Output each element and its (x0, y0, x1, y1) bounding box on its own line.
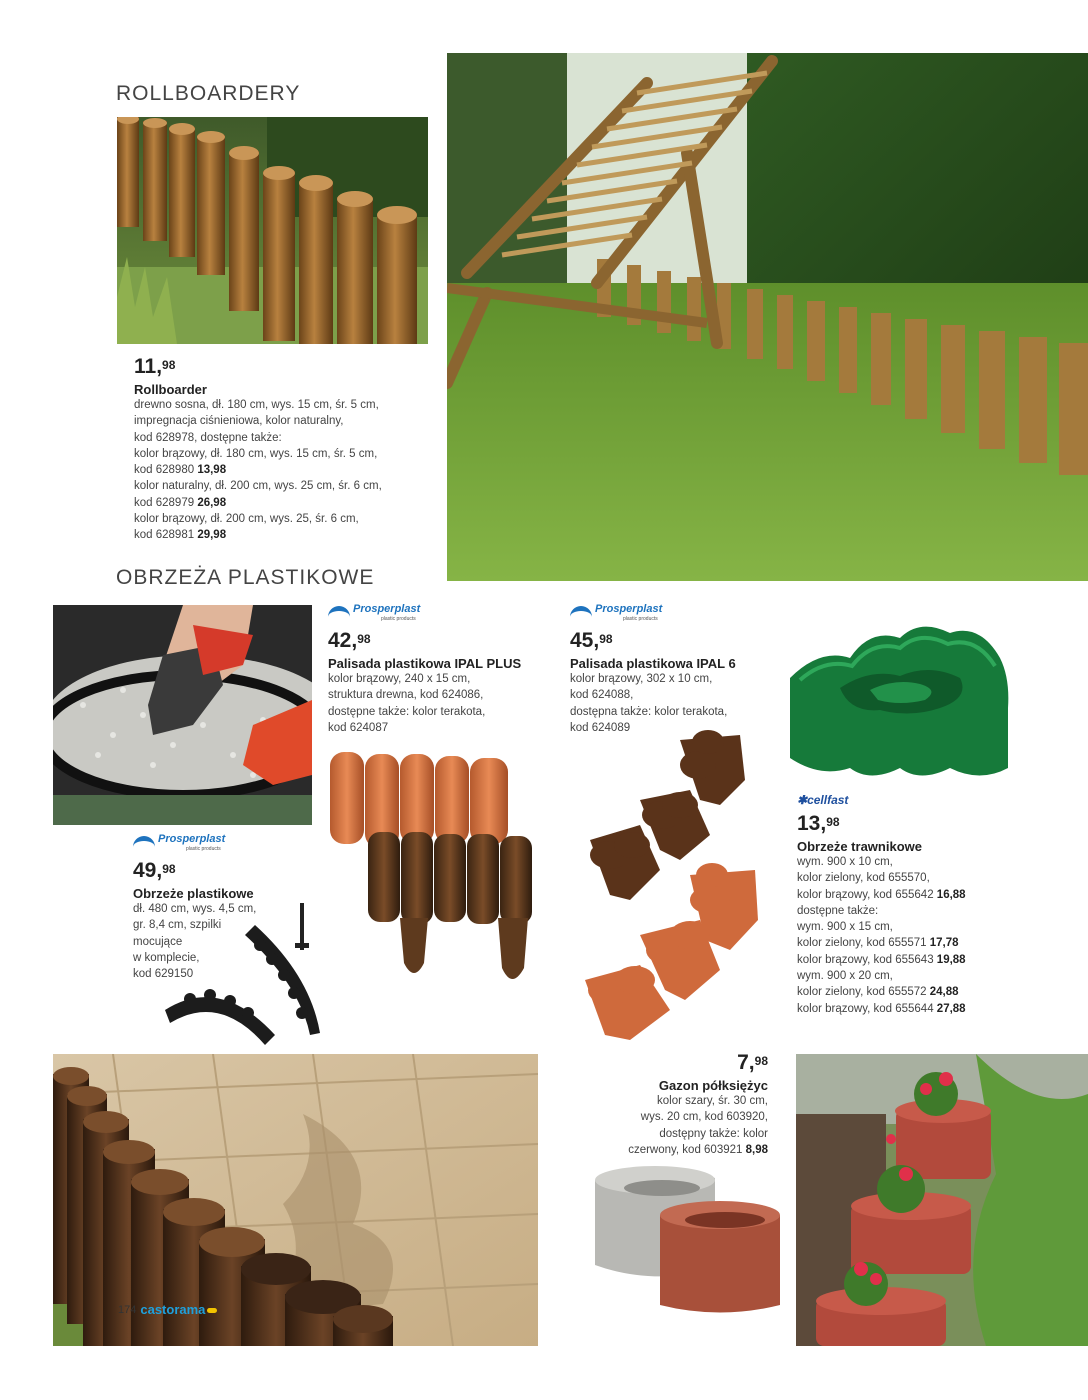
description-line (328, 720, 558, 736)
description-text: struktura drewna, kod 624086, (328, 689, 484, 702)
description-text: kod 624088, (570, 689, 634, 702)
brand-text: castorama (140, 1302, 206, 1317)
variant-price: 16,88 (936, 888, 966, 901)
description-text: kolor zielony, kod 655570, (797, 872, 930, 885)
description-text: dł. 480 cm, wys. 4,5 cm, (133, 903, 257, 915)
product-description (134, 397, 434, 544)
logo-subtext: plastic products (623, 616, 658, 622)
description-line (328, 704, 558, 720)
description-text: kolor brązowy, dł. 180 cm, wys. 15 cm, śr. 5 cm, (134, 447, 378, 460)
ipal-6-offer (570, 604, 780, 736)
product-name: Obrzeże plastikowe (133, 886, 254, 901)
price-decimal: 98 (357, 632, 371, 646)
description-text: kod 624089 (570, 721, 631, 734)
description-line (328, 671, 558, 687)
prosperplast-swoosh-icon (133, 836, 155, 847)
cellfast-logo (797, 793, 1037, 807)
description-text: kod 628980 (134, 464, 198, 477)
description-text: gr. 8,4 cm, szpilki (133, 919, 222, 932)
description-line (328, 687, 558, 703)
price (797, 813, 1037, 837)
description-text: kolor naturalny, dł. 200 cm, wys. 25 cm, śr. 6 cm, (134, 480, 382, 493)
ipal-plus-image (328, 748, 540, 988)
description-text: czerwony, kod 603921 (628, 1143, 746, 1156)
description-line (570, 671, 780, 687)
page-number: 174 (118, 1303, 137, 1316)
description-line (578, 1142, 768, 1158)
price-integer: 45, (570, 629, 600, 652)
variant-price: 19,88 (936, 953, 966, 966)
rollboarder-photo (117, 117, 428, 344)
cellfast-flower-icon: ✱ (797, 793, 808, 807)
description-line (797, 1001, 1037, 1017)
description-text: impregnacja ciśnieniowa, kolor naturalny, (134, 415, 344, 428)
castorama-logo (140, 1302, 217, 1317)
section-title-obrzeza: OBRZEŻA PLASTIKOWE (116, 566, 375, 589)
variant-price: 26,98 (197, 496, 227, 509)
description-line (570, 687, 780, 703)
price-decimal: 98 (162, 862, 176, 876)
product-description (797, 854, 1037, 1017)
description-line (797, 887, 1037, 903)
description-text: kod 629150 (133, 968, 194, 981)
section-title-rollboardery: ROLLBOARDERY (116, 82, 301, 105)
price-decimal: 98 (754, 1054, 768, 1068)
description-line (797, 919, 1037, 935)
description-line (134, 495, 434, 511)
description-text: dostępny także: kolor (659, 1127, 768, 1140)
variant-price: 13,98 (197, 464, 227, 477)
logo-text: Prosperplast (595, 603, 663, 615)
description-text: dostępne także: kolor terakota, (328, 705, 486, 718)
description-text: kod 624087 (328, 721, 389, 734)
description-line (134, 430, 434, 446)
price (134, 356, 434, 380)
description-line (134, 462, 434, 478)
description-text: kolor brązowy, kod 655643 (797, 953, 937, 966)
description-text: wym. 900 x 15 cm, (797, 921, 893, 934)
description-line (134, 446, 434, 462)
description-text: kolor brązowy, 240 x 15 cm, (328, 673, 471, 685)
garden-deckchair-photo (447, 53, 1088, 581)
description-line (578, 1109, 768, 1125)
description-line (570, 704, 780, 720)
prosperplast-logo (570, 604, 780, 624)
product-name: Palisada plastikowa IPAL 6 (570, 656, 736, 671)
variant-price: 24,88 (929, 986, 959, 999)
prosperplast-swoosh-icon (328, 606, 350, 617)
product-name: Obrzeże trawnikowe (797, 839, 922, 854)
variant-price: 8,98 (745, 1143, 768, 1156)
ipal-plus-offer (328, 604, 558, 736)
prosperplast-logo (328, 604, 558, 624)
variant-price: 27,88 (936, 1002, 966, 1015)
product-name: Gazon półksiężyc (658, 1078, 768, 1093)
description-text: kolor brązowy, dł. 200 cm, wys. 25, śr. 6 cm, (134, 513, 359, 526)
description-line (797, 870, 1037, 886)
description-line (797, 984, 1037, 1000)
description-text: drewno sosna, dł. 180 cm, wys. 15 cm, śr. 5 cm, (134, 399, 379, 411)
variant-price: 17,78 (929, 937, 959, 950)
description-text: wym. 900 x 10 cm, (797, 856, 893, 868)
gazon-image (590, 1160, 785, 1320)
description-text: kod 628981 (134, 529, 198, 542)
price-decimal: 98 (162, 358, 176, 372)
logo-text: Prosperplast (158, 833, 226, 845)
logo-subtext: plastic products (381, 616, 416, 622)
price (133, 860, 293, 884)
description-line (134, 511, 434, 527)
description-text: kod 628978, dostępne także: (134, 431, 282, 444)
description-text: wys. 20 cm, kod 603920, (640, 1111, 768, 1124)
description-line (134, 413, 434, 429)
prosperplast-swoosh-icon (570, 606, 592, 617)
product-name: Rollboarder (134, 382, 207, 397)
product-description (578, 1093, 768, 1158)
product-description (328, 671, 558, 736)
description-text: kolor brązowy, kod 655644 (797, 1002, 937, 1015)
castorama-dot-icon (207, 1308, 217, 1313)
planters-photo (796, 1054, 1088, 1346)
description-text: kolor zielony, kod 655572 (797, 986, 930, 999)
gravel-edging-photo (53, 605, 312, 825)
obrzeze-trawnikowe-offer (797, 793, 1037, 1017)
description-line (134, 397, 434, 413)
description-text: mocujące (133, 935, 183, 948)
description-line (797, 903, 1037, 919)
price-integer: 11, (134, 355, 163, 378)
description-text: wym. 900 x 20 cm, (797, 970, 893, 983)
logo-text: cellfast (807, 793, 849, 807)
description-line (134, 478, 434, 494)
description-line (797, 968, 1037, 984)
description-text: w komplecie, (133, 951, 200, 964)
logo-subtext: plastic products (186, 846, 221, 852)
price (570, 630, 780, 654)
price (328, 630, 558, 654)
price-decimal: 98 (826, 815, 840, 829)
description-text: kolor brązowy, kod 655642 (797, 888, 937, 901)
description-text: kolor brązowy, 302 x 10 cm, (570, 673, 713, 685)
description-line (797, 935, 1037, 951)
ipal-6-image (580, 720, 770, 1050)
description-text: dostępna także: kolor terakota, (570, 705, 728, 718)
description-line (578, 1126, 768, 1142)
prosperplast-logo (133, 834, 293, 854)
plastic-edging-image (160, 895, 330, 1055)
description-line (797, 952, 1037, 968)
description-text: dostępne także: (797, 904, 879, 917)
variant-price: 29,98 (197, 529, 227, 542)
description-line (578, 1093, 768, 1109)
product-name: Palisada plastikowa IPAL PLUS (328, 656, 522, 671)
green-lawn-edging-image (790, 618, 1010, 783)
logo-text: Prosperplast (353, 603, 421, 615)
price-integer: 7, (737, 1051, 755, 1074)
rollboarder-offer (134, 356, 434, 544)
description-text: kolor zielony, kod 655571 (797, 937, 930, 950)
gazon-offer (578, 1052, 768, 1158)
description-line (134, 527, 434, 543)
description-line (797, 854, 1037, 870)
description-text: kolor szary, śr. 30 cm, (657, 1095, 768, 1107)
price-integer: 49, (133, 859, 163, 882)
price-integer: 13, (797, 812, 827, 835)
description-text: kod 628979 (134, 496, 198, 509)
price-decimal: 98 (599, 632, 613, 646)
price-integer: 42, (328, 629, 358, 652)
page-footer (118, 1302, 217, 1317)
price (578, 1052, 768, 1076)
